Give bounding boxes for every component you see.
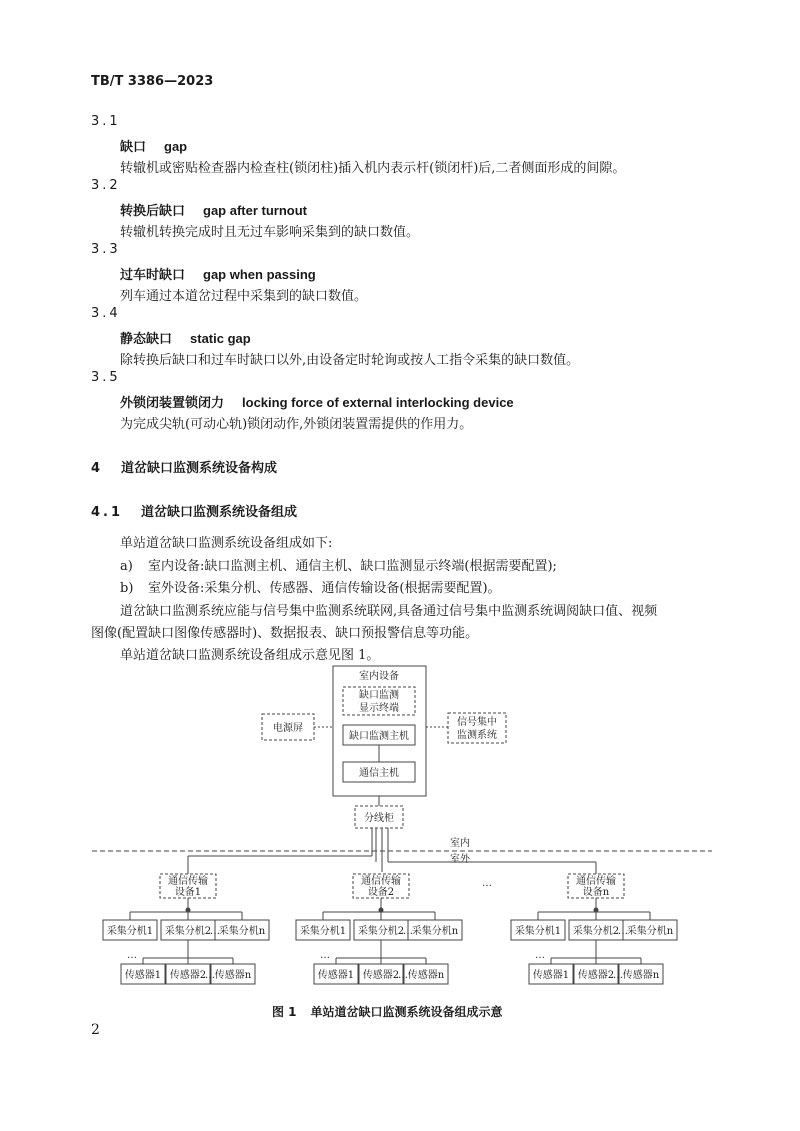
list-text: 室外设备:采集分机、传感器、通信传输设备(根据需要配置)。 xyxy=(148,581,501,596)
comm-device-label: 设备n xyxy=(582,887,610,898)
comm-device-label: 通信传输 xyxy=(576,876,616,887)
sensor-label: 传感器1 xyxy=(124,970,162,981)
collector-label: 采集分机1 xyxy=(514,926,562,937)
collector-ellipsis: … xyxy=(320,950,330,961)
indoor-label: 室内 xyxy=(450,838,470,849)
sensor-ellipsis: … xyxy=(205,970,215,981)
collector-label: 采集分机1 xyxy=(106,926,154,937)
term-definition: 为完成尖轨(可动心轨)锁闭动作,外锁闭装置需提供的作用力。 xyxy=(120,417,473,432)
collector-ellipsis: … xyxy=(210,926,220,937)
section-number: 4 xyxy=(91,461,104,476)
sensor-label: 传感器1 xyxy=(317,970,355,981)
outdoor-label: 室外 xyxy=(450,854,470,865)
signal-system-label: 信号集中 xyxy=(457,717,497,728)
term-en: gap after turnout xyxy=(203,203,308,218)
term-number: 3.1 xyxy=(91,114,121,129)
host-label: 缺口监测主机 xyxy=(349,731,409,742)
comm-device-label: 设备2 xyxy=(367,887,395,898)
paragraph-intro: 单站道岔缺口监测系统设备组成如下: xyxy=(120,536,333,551)
display-terminal-label: 缺口监测 xyxy=(359,690,399,701)
section-title: 道岔缺口监测系统设备构成 xyxy=(121,461,278,476)
comm-host-label: 通信主机 xyxy=(359,768,399,779)
term-number: 3.3 xyxy=(91,242,121,257)
collector-label: 采集分机n xyxy=(218,926,266,937)
junction-dot xyxy=(594,908,598,912)
collector-label: 采集分机2 xyxy=(572,926,620,937)
term-zh: 过车时缺口 xyxy=(120,268,186,283)
list-marker: a) xyxy=(120,559,133,574)
term-number: 3.5 xyxy=(91,370,121,385)
term-en: locking force of external interlocking device xyxy=(242,395,514,410)
term-en: static gap xyxy=(190,331,251,346)
figure-number: 图 1 xyxy=(272,1005,297,1019)
display-terminal-label: 显示终端 xyxy=(359,703,399,714)
subsection-number: 4.1 xyxy=(91,505,124,520)
indoor-title: 室内设备 xyxy=(359,671,399,682)
term-zh: 外锁闭装置锁闭力 xyxy=(120,396,225,411)
figure-caption xyxy=(272,1003,503,1020)
collector-ellipsis: … xyxy=(127,950,137,961)
page-number: 2 xyxy=(91,1022,100,1038)
term-definition: 除转换后缺口和过车时缺口以外,由设备定时轮询或按人工指令采集的缺口数值。 xyxy=(120,353,580,368)
collector-label: 采集分机n xyxy=(411,926,459,937)
diagram-ellipsis: … xyxy=(482,878,492,889)
power-panel-label: 电源屏 xyxy=(273,723,303,734)
comm-device-label: 通信传输 xyxy=(168,876,208,887)
collector-label: 采集分机1 xyxy=(299,926,347,937)
collector-label: 采集分机n xyxy=(626,926,674,937)
signal-system-label: 监测系统 xyxy=(457,730,497,741)
term-en: gap xyxy=(164,139,188,154)
sensor-label: 传感器n xyxy=(622,970,660,981)
collector-ellipsis: … xyxy=(535,950,545,961)
term-definition: 列车通过本道岔过程中采集到的缺口数值。 xyxy=(120,289,368,304)
comm-device-label: 通信传输 xyxy=(361,876,401,887)
list-text: 室内设备:缺口监测主机、通信主机、缺口监测显示终端(根据需要配置); xyxy=(148,559,557,574)
paragraph-line: 图像(配置缺口图像传感器时)、数据报表、缺口预报警信息等功能。 xyxy=(91,626,479,641)
comm-device-label: 设备1 xyxy=(174,887,202,898)
collector-label: 采集分机2 xyxy=(357,926,405,937)
term-number: 3.4 xyxy=(91,306,121,321)
junction-dot xyxy=(186,908,190,912)
sensor-label: 传感器n xyxy=(407,970,445,981)
sensor-label: 传感器2 xyxy=(169,970,207,981)
junction-dot xyxy=(379,908,383,912)
term-number: 3.2 xyxy=(91,178,121,193)
term-en: gap when passing xyxy=(203,267,316,282)
figure-title: 单站道岔缺口监测系统设备组成示意 xyxy=(310,1005,503,1019)
collector-ellipsis: … xyxy=(618,926,628,937)
sensor-label: 传感器1 xyxy=(532,970,570,981)
term-definition: 转辙机转换完成时且无过车影响采集到的缺口数值。 xyxy=(120,225,420,240)
term-definition: 转辙机或密贴检查器内检查柱(锁闭柱)插入机内表示杆(锁闭杆)后,二者侧面形成的间隙。 xyxy=(120,161,626,176)
paragraph-line: 道岔缺口监测系统应能与信号集中监测系统联网,具备通过信号集中监测系统调阅缺口值、视频 xyxy=(120,604,658,619)
sensor-label: 传感器n xyxy=(214,970,252,981)
collector-label: 采集分机2 xyxy=(164,926,212,937)
sensor-ellipsis: … xyxy=(398,970,408,981)
term-zh: 静态缺口 xyxy=(120,332,173,347)
standard-id: TB/T 3386—2023 xyxy=(91,74,214,89)
figure-reference: 单站道岔缺口监测系统设备组成示意见图 1。 xyxy=(120,648,380,663)
term-zh: 缺口 xyxy=(120,140,147,155)
collector-ellipsis: … xyxy=(403,926,413,937)
subsection-title: 道岔缺口监测系统设备组成 xyxy=(141,505,298,520)
sensor-label: 传感器2 xyxy=(577,970,615,981)
sensor-ellipsis: … xyxy=(613,970,623,981)
sensor-label: 传感器2 xyxy=(362,970,400,981)
distribution-cabinet-label: 分线柜 xyxy=(364,813,394,824)
term-zh: 转换后缺口 xyxy=(120,204,186,219)
list-marker: b) xyxy=(120,581,134,596)
